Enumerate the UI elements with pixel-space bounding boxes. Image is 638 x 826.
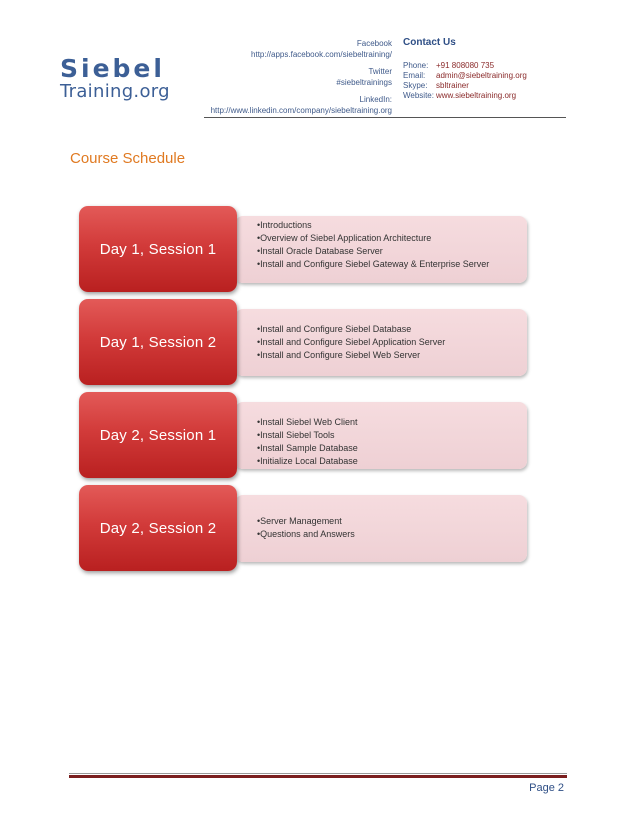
phone-value: +91 808080 735 — [436, 61, 495, 70]
skype-label: Skype: — [403, 81, 428, 90]
session-items-list — [257, 416, 517, 468]
session-item-text: • Install Sample Database — [257, 442, 517, 455]
twitter-label: Twitter — [368, 67, 392, 76]
twitter-link[interactable]: #siebeltrainings — [336, 78, 392, 87]
session-item-text: • Install and Configure Siebel Application Server — [257, 336, 517, 349]
session-item-text: • Install Siebel Tools — [257, 429, 517, 442]
session-item-text: • Install and Configure Siebel Database — [257, 323, 517, 336]
session-title: Day 1, Session 2 — [99, 333, 217, 351]
facebook-label: Facebook — [356, 39, 392, 48]
session-title-tile — [79, 206, 237, 292]
footer-rule-thin — [69, 773, 567, 774]
course-schedule-heading: Course Schedule — [70, 150, 186, 167]
logo-line1: Siebel — [60, 54, 165, 83]
session-items-list — [257, 323, 517, 362]
social-twitter — [211, 66, 392, 88]
header-divider — [204, 117, 566, 118]
session-item — [79, 206, 529, 292]
social-linkedin — [211, 94, 392, 116]
session-item — [79, 299, 529, 385]
session-item — [79, 392, 529, 478]
website-label: Website: — [403, 91, 434, 100]
session-title: Day 2, Session 1 — [99, 426, 217, 444]
session-items-list — [257, 515, 517, 541]
session-title-tile — [79, 299, 237, 385]
session-item-text: • Install Oracle Database Server — [257, 245, 517, 258]
session-title: Day 1, Session 1 — [99, 240, 217, 258]
session-title-tile — [79, 392, 237, 478]
session-title-tile — [79, 485, 237, 571]
linkedin-link[interactable]: http://www.linkedin.com/company/siebeltraining.org — [210, 106, 392, 115]
session-item-text: • Introductions — [257, 219, 517, 232]
session-items-list — [257, 219, 517, 271]
logo-line2: Training.org — [60, 81, 170, 102]
session-item-text: • Initialize Local Database — [257, 455, 517, 468]
email-label: Email: — [403, 71, 426, 80]
session-item-text: • Questions and Answers — [257, 528, 517, 541]
contact-skype-row — [403, 81, 527, 91]
session-item-text: • Server Management — [257, 515, 517, 528]
siebel-training-logo — [60, 56, 170, 102]
contact-block — [403, 38, 527, 101]
session-item-text: • Install and Configure Siebel Gateway & Enterprise Server — [257, 258, 517, 271]
contact-phone-row — [403, 61, 527, 71]
session-title: Day 2, Session 2 — [99, 519, 217, 537]
session-item-text: • Install and Configure Siebel Web Server — [257, 349, 517, 362]
social-links — [211, 38, 392, 122]
linkedin-label: LinkedIn: — [359, 95, 392, 104]
contact-title: Contact Us — [403, 37, 456, 48]
phone-label: Phone: — [403, 61, 429, 70]
session-item — [79, 485, 529, 571]
website-link[interactable]: www.siebeltraining.org — [435, 91, 517, 100]
email-link[interactable]: admin@siebeltraining.org — [436, 71, 527, 80]
footer-rule-thick — [69, 775, 567, 778]
page-number: Page 2 — [529, 782, 564, 794]
facebook-link[interactable]: http://apps.facebook.com/siebeltraining/ — [251, 50, 392, 59]
session-item-text: • Overview of Siebel Application Architecture — [257, 232, 517, 245]
session-item-text: • Install Siebel Web Client — [257, 416, 517, 429]
social-facebook — [211, 38, 392, 60]
skype-value: sbltrainer — [436, 81, 469, 90]
contact-email-row — [403, 71, 527, 81]
contact-website-row — [403, 91, 527, 101]
